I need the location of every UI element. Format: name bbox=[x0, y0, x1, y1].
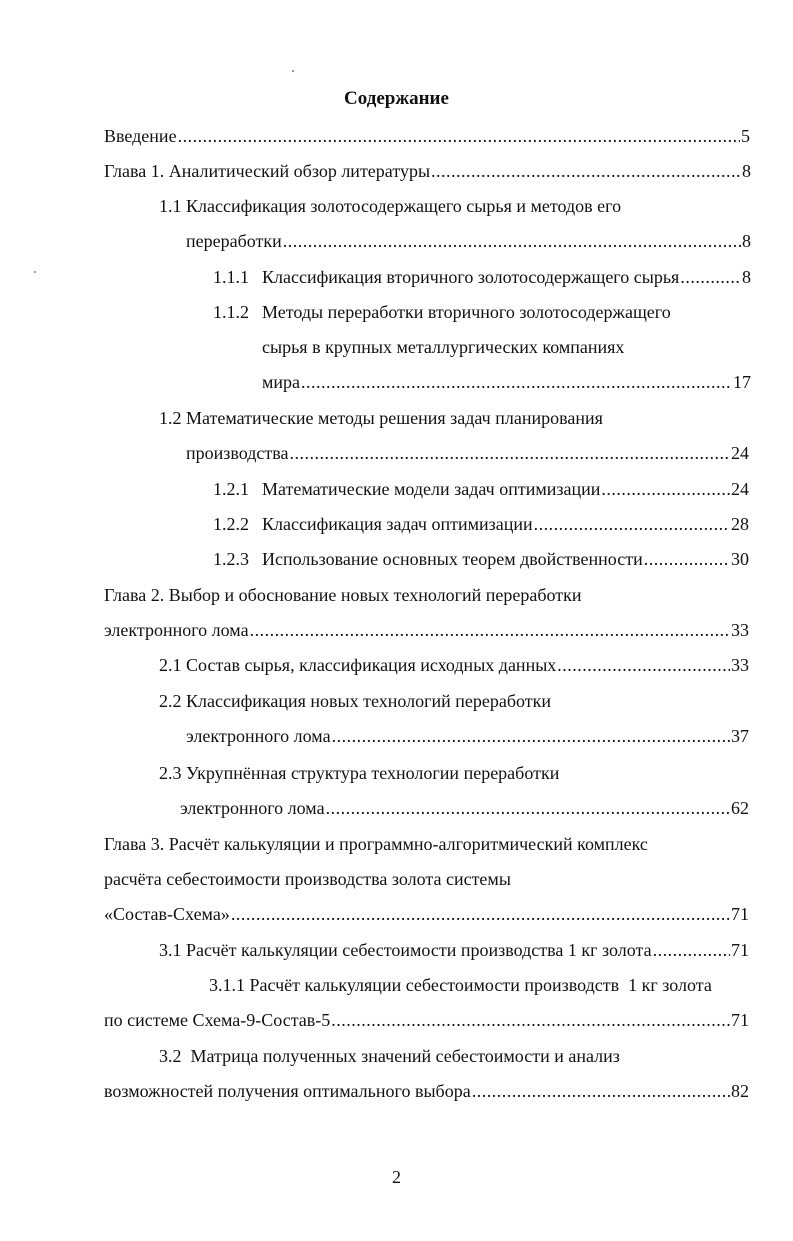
toc-entry-chapter-3[interactable] bbox=[104, 831, 648, 857]
toc-entry-text: 3.1.1 Расчёт калькуляции себестоимости производств 1 кг золота bbox=[209, 975, 712, 995]
toc-leader-dots bbox=[472, 1078, 730, 1104]
toc-entry-text: Глава 3. Расчёт калькуляции и программно-алгоритмический комплекс bbox=[104, 834, 648, 854]
toc-entry-text: Использование основных теорем двойственности bbox=[262, 549, 643, 569]
toc-entry-text: расчёта себестоимости производства золота системы bbox=[104, 869, 511, 889]
toc-page-number: 82 bbox=[731, 1081, 749, 1101]
toc-entry-text: Классификация задач оптимизации bbox=[262, 514, 533, 534]
toc-entry-2-2[interactable] bbox=[159, 688, 551, 714]
toc-leader-dots bbox=[290, 440, 731, 466]
toc-page-number: 30 bbox=[731, 549, 749, 569]
toc-page-number: 37 bbox=[731, 726, 749, 746]
toc-section-number: 1.1.2 bbox=[213, 302, 249, 322]
toc-leader-dots bbox=[431, 158, 741, 184]
toc-entry-3-1[interactable] bbox=[159, 937, 749, 963]
toc-entry-text: Методы переработки вторичного золотосодержащего bbox=[262, 302, 671, 322]
toc-leader-dots bbox=[332, 723, 730, 749]
toc-entry-text: 1.1 Классификация золотосодержащего сырья и методов его bbox=[159, 196, 622, 216]
toc-leader-dots bbox=[653, 937, 730, 963]
toc-page-number: 17 bbox=[733, 372, 751, 392]
toc-entry-text: Математические модели задач оптимизации bbox=[262, 479, 601, 499]
toc-page-number: 33 bbox=[731, 620, 749, 640]
toc-entry-text: 3.1 Расчёт калькуляции себестоимости производства 1 кг золота bbox=[159, 940, 652, 960]
toc-entry-text: Классификация вторичного золотосодержащего сырья bbox=[262, 267, 680, 287]
toc-entry-1-2[interactable] bbox=[159, 405, 603, 431]
toc-entry-2-2-continued[interactable] bbox=[186, 723, 749, 749]
toc-entry-chapter-2-continued[interactable] bbox=[104, 617, 749, 643]
toc-entry-1-2-continued[interactable] bbox=[186, 440, 749, 466]
toc-entry-3-2-continued[interactable] bbox=[104, 1078, 749, 1104]
toc-entry-3-1-1-continued[interactable] bbox=[104, 1007, 749, 1033]
toc-leader-dots bbox=[301, 369, 732, 395]
toc-section-number: 1.2.3 bbox=[213, 549, 249, 569]
page-title: Содержание bbox=[344, 88, 449, 109]
toc-entry-chapter-2[interactable] bbox=[104, 582, 582, 608]
toc-entry-text: переработки bbox=[186, 231, 282, 251]
toc-leader-dots bbox=[557, 652, 730, 678]
toc-entry-3-1-1[interactable] bbox=[209, 972, 712, 998]
toc-section-number: 1.2.2 bbox=[213, 514, 249, 534]
toc-entry-text: 3.2 Матрица полученных значений себестоимости и анализ bbox=[159, 1046, 620, 1066]
toc-leader-dots bbox=[231, 901, 730, 927]
toc-entry-1-1[interactable] bbox=[159, 193, 621, 219]
toc-entry-intro[interactable] bbox=[104, 123, 750, 149]
toc-page-number: 5 bbox=[741, 126, 750, 146]
toc-leader-dots bbox=[250, 617, 730, 643]
toc-entry-chapter-3-continued[interactable] bbox=[104, 866, 511, 892]
toc-leader-dots bbox=[331, 1007, 730, 1033]
toc-entry-chapter-1[interactable] bbox=[104, 158, 751, 184]
toc-entry-text: 2.2 Классификация новых технологий переработки bbox=[159, 691, 552, 711]
toc-entry-2-3[interactable] bbox=[159, 760, 559, 786]
scan-speck bbox=[34, 271, 36, 273]
toc-section-number: 1.1.1 bbox=[213, 267, 249, 287]
toc-entry-text: Глава 1. Аналитический обзор литературы bbox=[104, 161, 431, 181]
toc-entry-3-2[interactable] bbox=[159, 1043, 620, 1069]
toc-entry-1-1-2-continued[interactable] bbox=[262, 334, 624, 360]
toc-page-number: 24 bbox=[731, 443, 749, 463]
toc-entry-text: электронного лома bbox=[104, 620, 249, 640]
toc-leader-dots bbox=[644, 546, 730, 572]
toc-leader-dots bbox=[326, 795, 730, 821]
toc-entry-1-2-3[interactable] bbox=[213, 546, 749, 572]
toc-entry-text: Введение bbox=[104, 126, 177, 146]
scan-speck bbox=[292, 70, 294, 72]
toc-leader-dots bbox=[601, 476, 730, 502]
toc-leader-dots bbox=[534, 511, 730, 537]
toc-entry-1-1-2[interactable] bbox=[213, 299, 671, 325]
toc-page-number: 71 bbox=[731, 940, 749, 960]
toc-entry-text: Глава 2. Выбор и обоснование новых технологий переработки bbox=[104, 585, 582, 605]
toc-entry-chapter-3-end[interactable] bbox=[104, 901, 749, 927]
toc-leader-dots bbox=[178, 123, 740, 149]
toc-page-number: 71 bbox=[731, 904, 749, 924]
toc-page-number: 8 bbox=[742, 267, 751, 287]
toc-page-number: 71 bbox=[731, 1010, 749, 1030]
toc-entry-2-3-continued[interactable] bbox=[180, 795, 749, 821]
toc-page-number: 8 bbox=[742, 161, 751, 181]
toc-entry-text: 2.1 Состав сырья, классификация исходных данных bbox=[159, 655, 557, 675]
toc-leader-dots bbox=[680, 264, 741, 290]
toc-entry-1-2-2[interactable] bbox=[213, 511, 749, 537]
toc-page-number: 8 bbox=[742, 231, 751, 251]
toc-entry-text: 2.3 Укрупнённая структура технологии переработки bbox=[159, 763, 560, 783]
toc-entry-1-1-1[interactable] bbox=[213, 264, 751, 290]
toc-page-number: 62 bbox=[731, 798, 749, 818]
toc-entry-text: производства bbox=[186, 443, 289, 463]
toc-entry-text: «Состав-Схема» bbox=[104, 904, 230, 924]
toc-leader-dots bbox=[283, 228, 741, 254]
toc-entry-text: электронного лома bbox=[186, 726, 331, 746]
toc-entry-text: возможностей получения оптимального выбора bbox=[104, 1081, 471, 1101]
toc-page-number: 33 bbox=[731, 655, 749, 675]
toc-entry-2-1[interactable] bbox=[159, 652, 749, 678]
toc-entry-text: по системе Схема-9-Состав-5 bbox=[104, 1010, 331, 1030]
toc-entry-1-1-2-end[interactable] bbox=[262, 369, 751, 395]
toc-page-number: 24 bbox=[731, 479, 749, 499]
toc-entry-text: 1.2 Математические методы решения задач планирования bbox=[159, 408, 603, 428]
toc-entry-1-1-continued[interactable] bbox=[186, 228, 751, 254]
toc-entry-text: электронного лома bbox=[180, 798, 325, 818]
toc-entry-1-2-1[interactable] bbox=[213, 476, 749, 502]
page-number: 2 bbox=[392, 1167, 401, 1187]
toc-section-number: 1.2.1 bbox=[213, 479, 249, 499]
toc-page-number: 28 bbox=[731, 514, 749, 534]
toc-entry-text: мира bbox=[262, 372, 301, 392]
toc-entry-text: сырья в крупных металлургических компаниях bbox=[262, 337, 625, 357]
